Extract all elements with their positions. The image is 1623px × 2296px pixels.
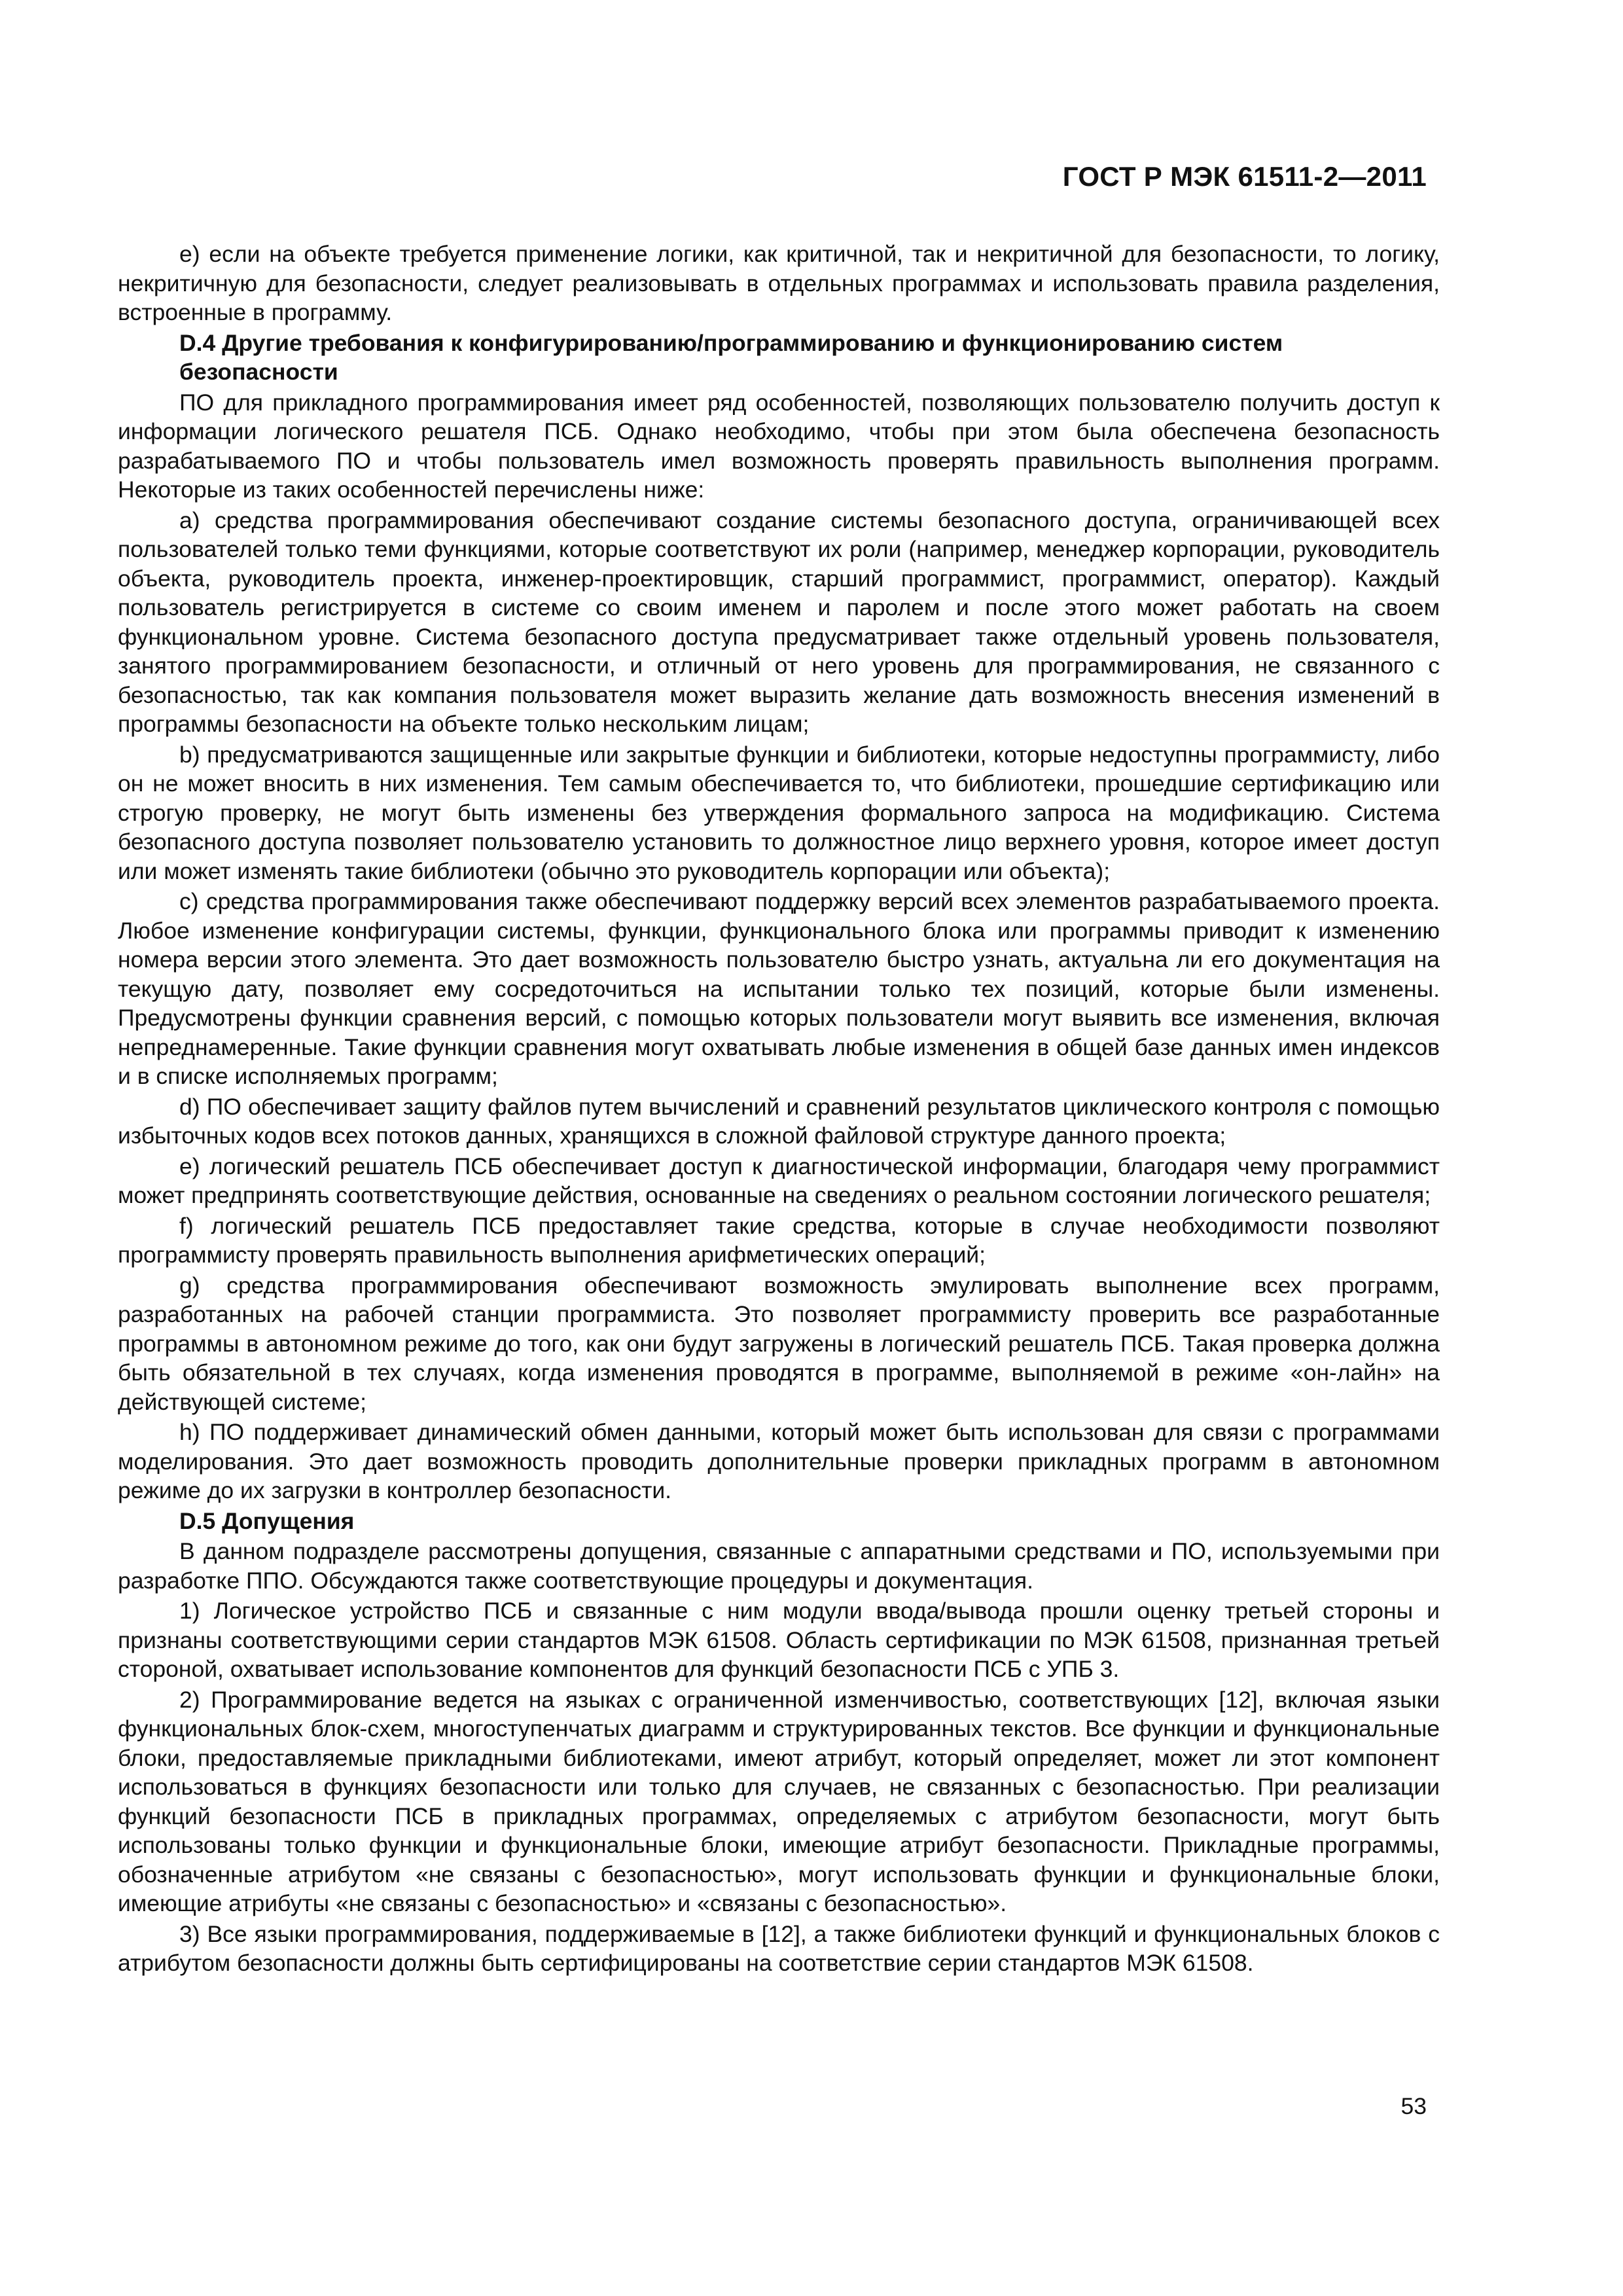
d4-item-d: d) ПО обеспечивает защиту файлов путем вычислений и сравнений результатов циклического контроля с помощью избыточных кодов всех потоков данных, хранящихся в сложной файловой структуре данного проекта; [118,1093,1440,1149]
d4-item-g: g) средства программирования обеспечивают возможность эмулировать выполнение всех программ, разработанных на рабочей станции программиста. Это позволяет программисту проверить все разработанные программы в автономном режиме до того, как они будут загружены в логический решатель ПСБ. Такая проверка должна быть обязательной в тех случаях, когда изменения проводятся в программе, выполняемой в режиме «он-лайн» на действующей системе; [118,1272,1440,1415]
d5-item-3: 3) Все языки программирования, поддерживаемые в [12], а также библиотеки функций и функциональных блоков с атрибутом безопасности должны быть сертифицированы на соответствие серии стандартов МЭК 61508. [118,1920,1440,1976]
d4-item-c: с) средства программирования также обеспечивают поддержку версий всех элементов разрабатываемого проекта. Любое изменение конфигурации системы, функции, функционального блока или программы приводит к изменению номера версии этого элемента. Это дает возможность пользователю быстро узнать, актуальна ли его документация на текущую дату, позволяет ему сосредоточиться на испытании только тех позиций, которые были изменены. Предусмотрены функции сравнения версий, с помощью которых пользователи могут выявить все изменения, включая непреднамеренные. Такие функции сравнения могут охватывать любые изменения в общей базе данных имен индексов и в списке исполняемых программ; [118,888,1440,1089]
d4-item-f: f) логический решатель ПСБ предоставляет такие средства, которые в случае необходимости позволяют программисту проверять правильность выполнения арифметических операций; [118,1212,1440,1268]
section-heading-d5: D.5 Допущения [179,1507,355,1534]
d5-item-2: 2) Программирование ведется на языках с ограниченной изменчивостью, соответствующих [12], включая языки функциональных блок-схем, многоступенчатых диаграмм и структурированных текстов. Все функции и функциональные блоки, предоставляемые прикладными библиотеками, имеют атрибут, который определяет, может ли этот компонент использоваться в функциях безопасности или только для случаев, не связанных с безопасностью. При реализации функций безопасности ПСБ в прикладных программах, определяемых с атрибутом безопасности, могут быть использованы только функции и функциональные блоки, имеющие атрибут безопасности. Прикладные программы, обозначенные атрибутом «не связаны с безопасностью», могут использовать функции и функциональные блоки, имеющие атрибуты «не связаны с безопасностью» и «связаны с безопасностью». [118,1686,1440,1916]
d5-paragraph-intro: В данном подразделе рассмотрены допущения, связанные с аппаратными средствами и ПО, используемыми при разработке ППО. Обсуждаются также соответствующие процедуры и документация. [118,1538,1440,1594]
d4-item-a: а) средства программирования обеспечивают создание системы безопасного доступа, ограничивающей всех пользователей только теми функциями, которые соответствуют их роли (например, менеджер корпорации, руководитель объекта, руководитель проекта, инженер-проектировщик, старший программист, программист, оператор). Каждый пользователь регистрируется в системе со своим именем и паролем и после этого может работать на своем функциональном уровне. Система безопасного доступа предусматривает также отдельный уровень пользователя, занятого программированием безопасности, и отличный от него уровень для программирования, не связанного с безопасностью, так как компания пользователя может выразить желание дать возможность внесения изменений в программы безопасности на объекте только нескольким лицам; [118,507,1440,737]
page-number: 53 [1400,2093,1427,2119]
page-body [118,240,1440,1979]
d4-item-h: h) ПО поддерживает динамический обмен данными, который может быть использован для связи с программами моделирования. Это дает возможность проводить дополнительные проверки прикладных программ в автономном режиме до их загрузки в контроллер безопасности. [118,1419,1440,1503]
d4-item-e: е) логический решатель ПСБ обеспечивает доступ к диагностической информации, благодаря чему программист может предпринять соответствующие действия, основанные на сведениях о реальном состоянии логического решателя; [118,1153,1440,1208]
paragraph-e-intro: е) если на объекте требуется применение логики, как критичной, так и некритичной для безопасности, то логику, некритичную для безопасности, следует реализовывать в отдельных программах и использовать правила разделения, встроенные в программу. [118,241,1440,325]
d4-item-b: b) предусматриваются защищенные или закрытые функции и библиотеки, которые недоступны программисту, либо он не может вносить в них изменения. Тем самым обеспечивается то, что библиотеки, прошедшие сертификацию или строгую проверку, не могут быть изменены без утверждения формального запроса на модификацию. Система безопасного доступа позволяет пользователю установить то должностное лицо верхнего уровня, которое имеет доступ или может изменять такие библиотеки (обычно это руководитель корпорации или объекта); [118,741,1440,884]
section-heading-d4: D.4 Другие требования к конфигурированию/программированию и функционированию систем безопасности [179,329,1283,385]
document-code-header: ГОСТ Р МЭК 61511-2—2011 [1062,161,1427,192]
d5-item-1: 1) Логическое устройство ПСБ и связанные с ним модули ввода/вывода прошли оценку третьей стороны и признаны соответствующими серии стандартов МЭК 61508. Область сертификации по МЭК 61508, признанная третьей стороной, охватывает использование компонентов для функций безопасности ПСБ с УПБ 3. [118,1598,1440,1682]
d4-paragraph-intro: ПО для прикладного программирования имеет ряд особенностей, позволяющих пользователю получить доступ к информации логического решателя ПСБ. Однако необходимо, чтобы при этом была обеспечена безопасность разрабатываемого ПО и чтобы пользователь имел возможность проверять правильность выполнения программ. Некоторые из таких особенностей перечислены ниже: [118,389,1440,503]
